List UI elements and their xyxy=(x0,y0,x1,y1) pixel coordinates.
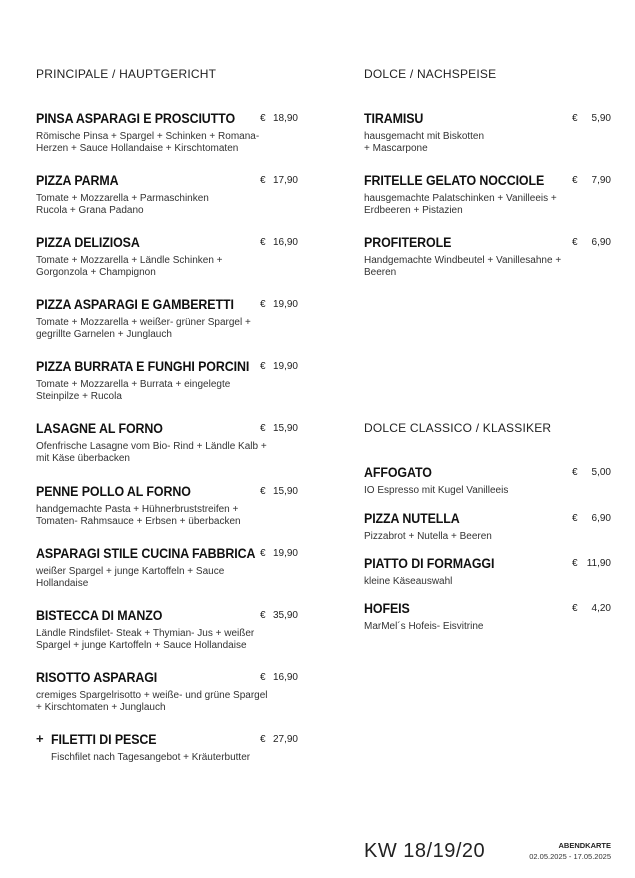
menu-item xyxy=(364,234,612,279)
dish-description: Ofenfrische Lasagne vom Bio- Rind + Ländle Kalb + xyxy=(36,441,267,452)
dish-description: gegrillte Garnelen + Junglauch xyxy=(36,329,172,340)
dish-description: Tomate + Mozzarella + Parmaschinken xyxy=(36,193,209,204)
dish-description: Hollandaise xyxy=(36,578,89,589)
dish-description: Steinpilze + Rucola xyxy=(36,391,122,402)
dish-name: PENNE POLLO AL FORNO xyxy=(36,484,191,499)
menu-item xyxy=(36,234,300,279)
currency-symbol: € xyxy=(260,486,266,497)
currency-symbol: € xyxy=(260,113,266,124)
menu-item xyxy=(364,600,612,633)
dish-name: FILETTI DI PESCE xyxy=(51,732,157,747)
dish-price: 5,90 xyxy=(591,113,611,124)
dish-price: 15,90 xyxy=(272,486,298,497)
plus-marker: + xyxy=(36,731,44,746)
section-title-hauptgericht: PRINCIPALE / HAUPTGERICHT xyxy=(36,67,217,81)
validity-dates: 02.05.2025 - 17.05.2025 xyxy=(529,852,611,861)
dish-description: mit Käse überbacken xyxy=(36,453,130,464)
dish-price: 19,90 xyxy=(272,299,298,310)
dish-price: 4,20 xyxy=(591,603,611,614)
dish-price: 11,90 xyxy=(586,558,611,569)
dish-description: Beeren xyxy=(364,267,397,278)
currency-symbol: € xyxy=(260,610,266,621)
dish-name: FRITELLE GELATO NOCCIOLE xyxy=(364,173,545,188)
dish-description: weißer Spargel + junge Kartoffeln + Sauce xyxy=(36,566,225,577)
dish-description: Gorgonzola + Champignon xyxy=(36,267,156,278)
menu-item xyxy=(36,420,300,465)
dish-price: 19,90 xyxy=(272,361,298,372)
menu-item xyxy=(36,483,300,528)
dish-description: Erdbeeren + Pistazien xyxy=(364,205,463,216)
currency-symbol: € xyxy=(260,237,266,248)
currency-symbol: € xyxy=(572,175,578,186)
dish-name: TIRAMISU xyxy=(364,111,424,126)
dish-name: LASAGNE AL FORNO xyxy=(36,421,163,436)
section-title-nachspeise: DOLCE / NACHSPEISE xyxy=(364,67,497,81)
dish-name: PINSA ASPARAGI E PROSCIUTTO xyxy=(36,111,236,126)
dish-price: 5,00 xyxy=(591,467,611,478)
dish-description: + Mascarpone xyxy=(364,143,428,154)
dish-description: hausgemachte Palatschinken + Vanilleeis + xyxy=(364,193,557,204)
dish-price: 6,90 xyxy=(591,513,611,524)
dish-description: MarMel´s Hofeis- Eisvitrine xyxy=(364,621,484,632)
menu-item xyxy=(364,110,612,155)
dish-price: 17,90 xyxy=(272,175,298,186)
dish-price: 35,90 xyxy=(272,610,298,621)
dish-name: PIZZA PARMA xyxy=(36,173,119,188)
dish-description: Rucola + Grana Padano xyxy=(36,205,144,216)
dish-price: 18,90 xyxy=(272,113,298,124)
dish-description: Römische Pinsa + Spargel + Schinken + Romana- xyxy=(36,131,260,142)
dish-description: Tomaten- Rahmsauce + Erbsen + überbacken xyxy=(36,516,241,527)
menu-item xyxy=(36,545,300,590)
dish-name: PIZZA DELIZIOSA xyxy=(36,235,140,250)
dish-name: PIZZA ASPARAGI E GAMBERETTI xyxy=(36,297,234,312)
dish-name: HOFEIS xyxy=(364,601,410,616)
dish-name: PIZZA BURRATA E FUNGHI PORCINI xyxy=(36,359,250,374)
menu-item xyxy=(36,669,300,714)
menu-type-label: ABENDKARTE xyxy=(558,841,611,850)
dish-description: Tomate + Mozzarella + Ländle Schinken + xyxy=(36,255,223,266)
menu-item xyxy=(364,510,612,543)
dish-price: 16,90 xyxy=(272,237,298,248)
dish-name: ASPARAGI STILE CUCINA FABBRICA xyxy=(36,546,256,561)
menu-item xyxy=(36,731,300,764)
dish-price: 7,90 xyxy=(591,175,611,186)
dish-description: Ländle Rindsfilet- Steak + Thymian- Jus + weißer xyxy=(36,628,255,639)
calendar-week: KW 18/19/20 xyxy=(364,840,486,862)
dish-description: + Kirschtomaten + Junglauch xyxy=(36,702,166,713)
dish-description: Handgemachte Windbeutel + Vanillesahne + xyxy=(364,255,562,266)
menu-item xyxy=(364,464,612,497)
menu-item xyxy=(36,607,300,652)
dish-name: PROFITEROLE xyxy=(364,235,452,250)
currency-symbol: € xyxy=(572,113,578,124)
dish-description: Tomate + Mozzarella + Burrata + eingelegte xyxy=(36,379,231,390)
currency-symbol: € xyxy=(260,361,266,372)
currency-symbol: € xyxy=(260,299,266,310)
currency-symbol: € xyxy=(572,603,578,614)
currency-symbol: € xyxy=(572,237,578,248)
dish-name: RISOTTO ASPARAGI xyxy=(36,670,158,685)
menu-item xyxy=(36,110,300,155)
section-title-klassiker: DOLCE CLASSICO / KLASSIKER xyxy=(364,421,552,435)
currency-symbol: € xyxy=(260,175,266,186)
dish-description: kleine Käseauswahl xyxy=(364,576,453,587)
dish-name: PIATTO DI FORMAGGI xyxy=(364,556,495,571)
dish-name: BISTECCA DI MANZO xyxy=(36,608,163,623)
dish-price: 27,90 xyxy=(272,734,298,745)
dish-description: Spargel + junge Kartoffeln + Sauce Hollandaise xyxy=(36,640,247,651)
dish-name: AFFOGATO xyxy=(364,465,432,480)
dish-description: Herzen + Sauce Hollandaise + Kirschtomaten xyxy=(36,143,239,154)
dish-name: PIZZA NUTELLA xyxy=(364,511,460,526)
dish-price: 15,90 xyxy=(272,423,298,434)
menu-item xyxy=(36,358,300,403)
dish-price: 19,90 xyxy=(272,548,298,559)
menu-item xyxy=(364,555,612,588)
menu-item xyxy=(364,172,612,217)
menu-item xyxy=(36,296,300,341)
currency-symbol: € xyxy=(572,558,578,569)
currency-symbol: € xyxy=(260,672,266,683)
currency-symbol: € xyxy=(260,548,266,559)
dish-description: cremiges Spargelrisotto + weiße- und grüne Spargel xyxy=(36,690,268,701)
dish-price: 16,90 xyxy=(272,672,298,683)
dish-description: Pizzabrot + Nutella + Beeren xyxy=(364,531,492,542)
currency-symbol: € xyxy=(260,734,266,745)
dish-description: hausgemacht mit Biskotten xyxy=(364,131,485,142)
menu-item xyxy=(36,172,300,217)
dish-description: IO Espresso mit Kugel Vanilleeis xyxy=(364,485,509,496)
currency-symbol: € xyxy=(572,513,578,524)
currency-symbol: € xyxy=(260,423,266,434)
currency-symbol: € xyxy=(572,467,578,478)
dish-description: handgemachte Pasta + Hühnerbruststreifen + xyxy=(36,504,239,515)
dish-price: 6,90 xyxy=(591,237,611,248)
dish-description: Tomate + Mozzarella + weißer- grüner Spargel + xyxy=(36,317,251,328)
dish-description: Fischfilet nach Tagesangebot + Kräuterbutter xyxy=(51,752,251,763)
